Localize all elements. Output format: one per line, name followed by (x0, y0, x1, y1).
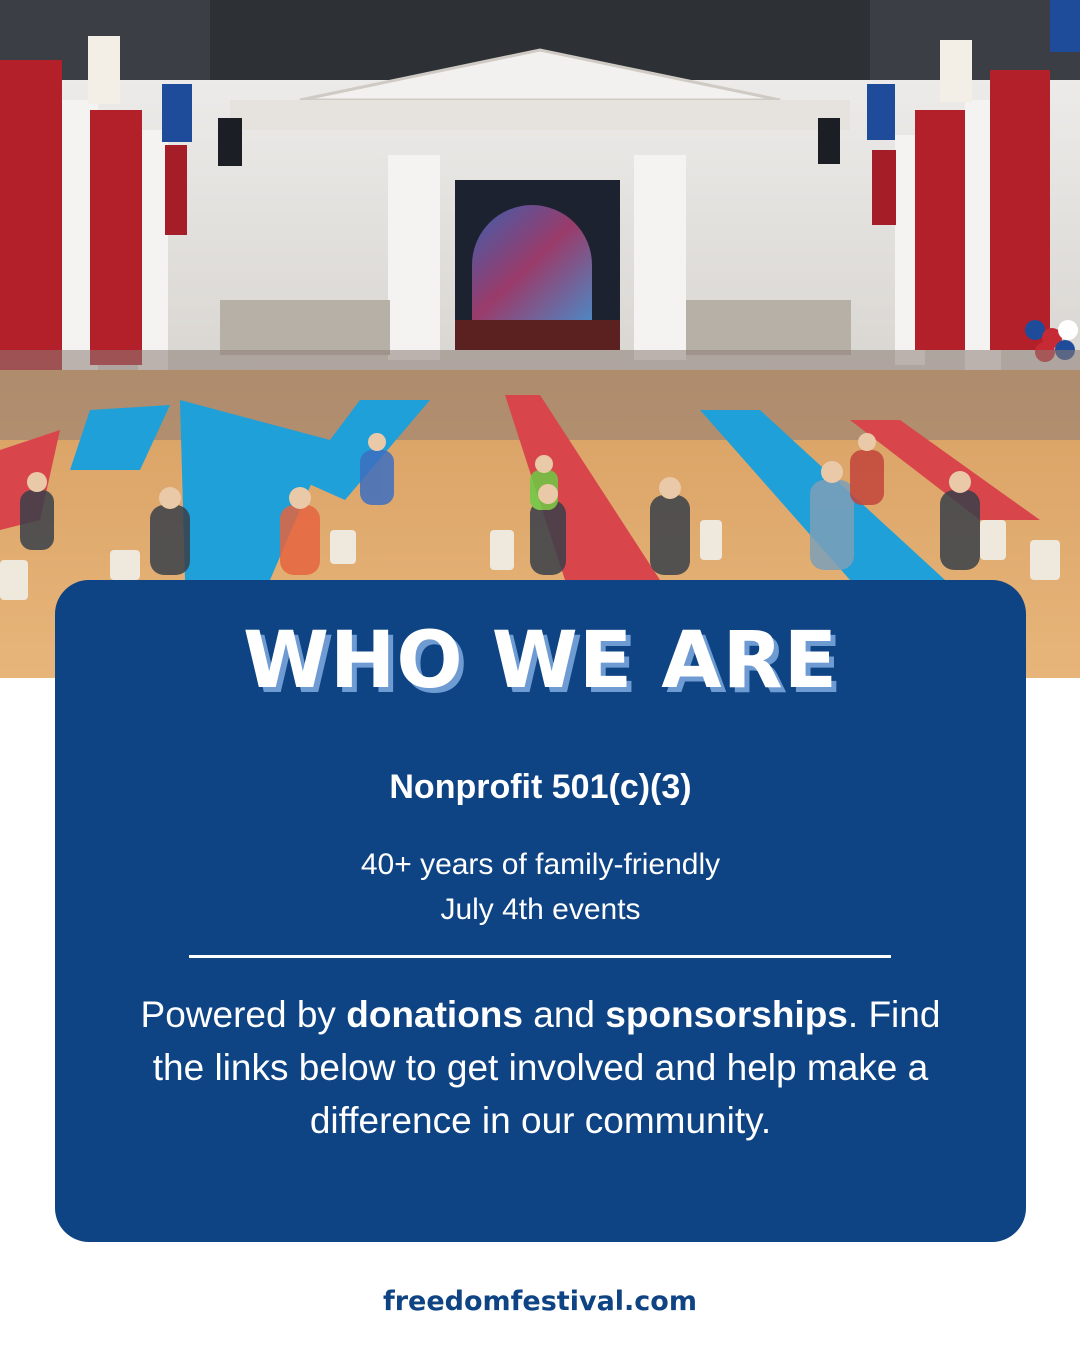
info-card (55, 580, 1026, 1242)
website-link[interactable]: freedomfestival.com (382, 1286, 697, 1317)
body-text-part: Powered by (140, 994, 347, 1035)
nonprofit-subhead: Nonprofit 501(c)(3) (389, 768, 692, 806)
divider (189, 955, 891, 958)
donations-emphasis: donations (346, 994, 523, 1035)
years-line-2: July 4th events (440, 893, 641, 926)
years-text (55, 842, 1026, 932)
body-text-part: . Find the links below to get involved and help make a difference in our community. (152, 994, 941, 1141)
sponsorships-emphasis: sponsorships (605, 994, 848, 1035)
years-line-1: 40+ years of family-friendly (360, 848, 721, 881)
body-paragraph (115, 988, 966, 1147)
headline: WHO WE ARE (243, 616, 838, 706)
body-text-part: and (522, 994, 606, 1035)
